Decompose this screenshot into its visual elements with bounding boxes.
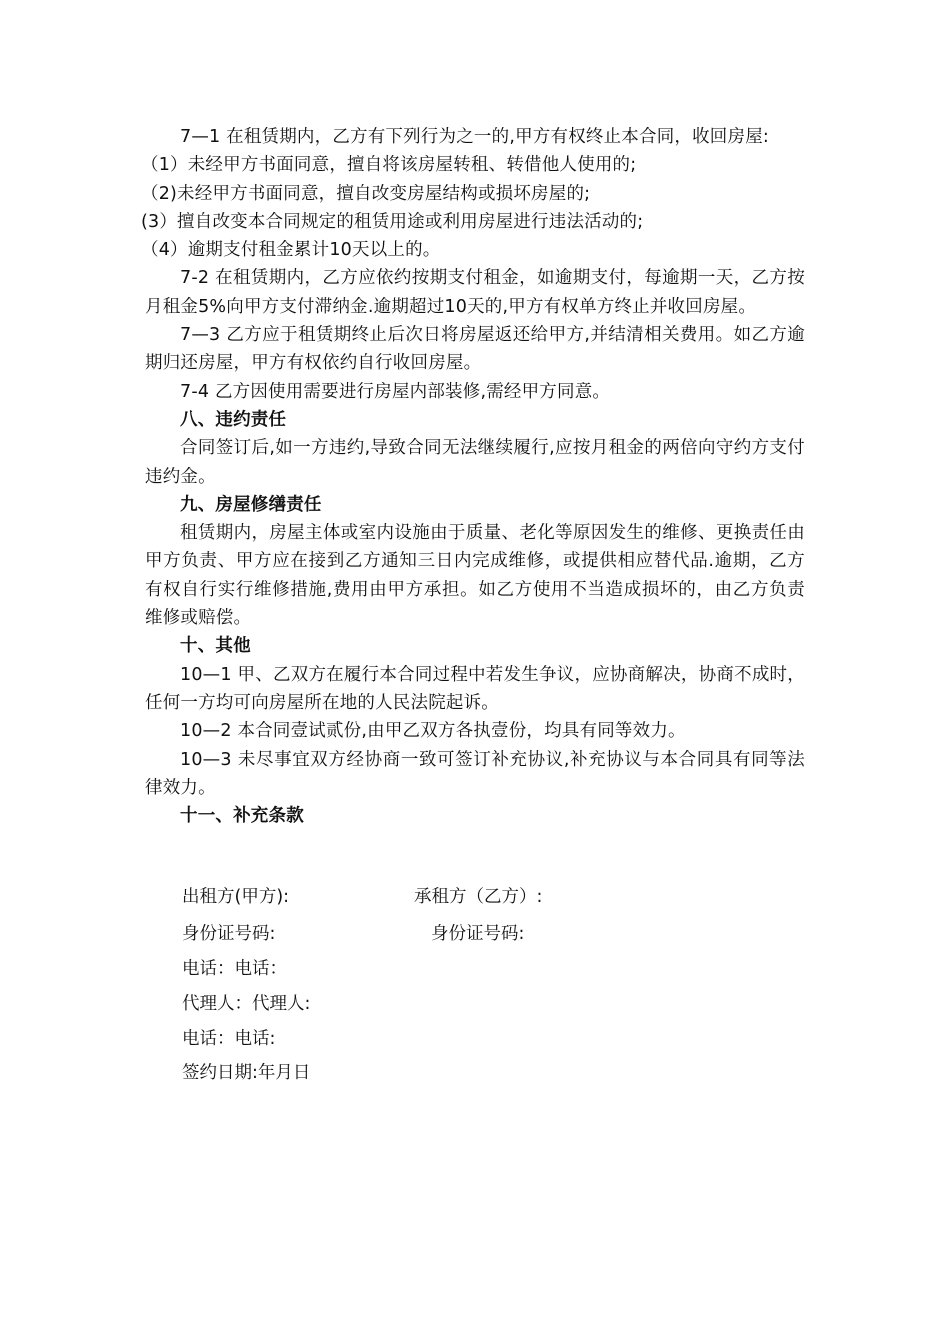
clause-7-1-item-2: （2)未经甲方书面同意，擅自改变房屋结构或损坏房屋的; — [141, 183, 591, 204]
lessor-label: 出租方(甲方): — [182, 887, 290, 907]
signature-row-phone-2 — [182, 1027, 275, 1051]
signature-row-phone — [182, 957, 287, 981]
lessor-id-label: 身份证号码: — [182, 924, 276, 944]
signature-row-agent — [182, 992, 310, 1016]
lessee-label: 承租方（乙方）: — [414, 887, 543, 907]
section-heading-9: 九、房屋修缮责任 — [180, 494, 322, 515]
clause-7-1: 7—1 在租赁期内，乙方有下列行为之一的,甲方有权终止本合同，收回房屋: — [180, 127, 769, 147]
clause-10-2: 10—2 本合同壹试贰份,由甲乙双方各执壹份，均具有同等效力。 — [180, 721, 686, 742]
signing-date-label: 签约日期:年月日 — [182, 1063, 311, 1083]
clause-10-1: 10—1 甲、乙双方在履行本合同过程中若发生争议，应协商解决，协商不成时，任何一方均可向房屋所在地的人民法院起诉。 — [145, 664, 805, 713]
clause-7-1-item-1: （1）未经甲方书面同意，擅自将该房屋转租、转借他人使用的; — [141, 155, 637, 176]
agent-labels: 代理人：代理人: — [182, 994, 311, 1014]
clause-7-1-item-4: （4）逾期支付租金累计10天以上的。 — [141, 240, 441, 261]
phone-labels: 电话：电话： — [182, 959, 287, 979]
section-heading-8: 八、违约责任 — [180, 409, 287, 430]
section-heading-10: 十、其他 — [180, 636, 251, 657]
section-heading-11: 十一、补充条款 — [180, 806, 304, 827]
signature-row-parties — [182, 885, 543, 909]
signature-row-date — [182, 1061, 310, 1085]
clause-7-2: 7-2 在租赁期内，乙方应依约按期支付租金，如逾期支付，每逾期一天，乙方按月租金5%向甲方支付滞纳金.逾期超过10天的,甲方有权单方终止并收回房屋。 — [145, 268, 805, 317]
contract-body — [141, 123, 805, 830]
clause-10-3: 10—3 未尽事宜双方经协商一致可签订补充协议,补充协议与本合同具有同等法律效力。 — [145, 749, 805, 798]
section-8-text: 合同签订后,如一方违约,导致合同无法继续履行,应按月租金的两倍向守约方支付违约金。 — [145, 438, 805, 487]
clause-7-4: 7-4 乙方因使用需要进行房屋内部装修,需经甲方同意。 — [180, 381, 611, 402]
clause-7-1-item-3: (3）擅自改变本合同规定的租赁用途或利用房屋进行违法活动的; — [141, 211, 644, 232]
lessee-id-label: 身份证号码: — [431, 924, 525, 944]
clause-7-3: 7—3 乙方应于租赁期终止后次日将房屋返还给甲方,并结清相关费用。如乙方逾期归还房屋，甲方有权依约自行收回房屋。 — [145, 325, 805, 374]
signature-row-id — [182, 922, 525, 946]
agent-phone-labels: 电话：电话: — [182, 1029, 276, 1049]
section-9-text: 租赁期内，房屋主体或室内设施由于质量、老化等原因发生的维修、更换责任由甲方负责、甲方应在接到乙方通知三日内完成维修，或提供相应替代品.逾期，乙方有权自行实行维修措施,费用由甲方承担。如乙方使用不当造成损坏的，由乙方负责维修或赔偿。 — [145, 523, 805, 629]
